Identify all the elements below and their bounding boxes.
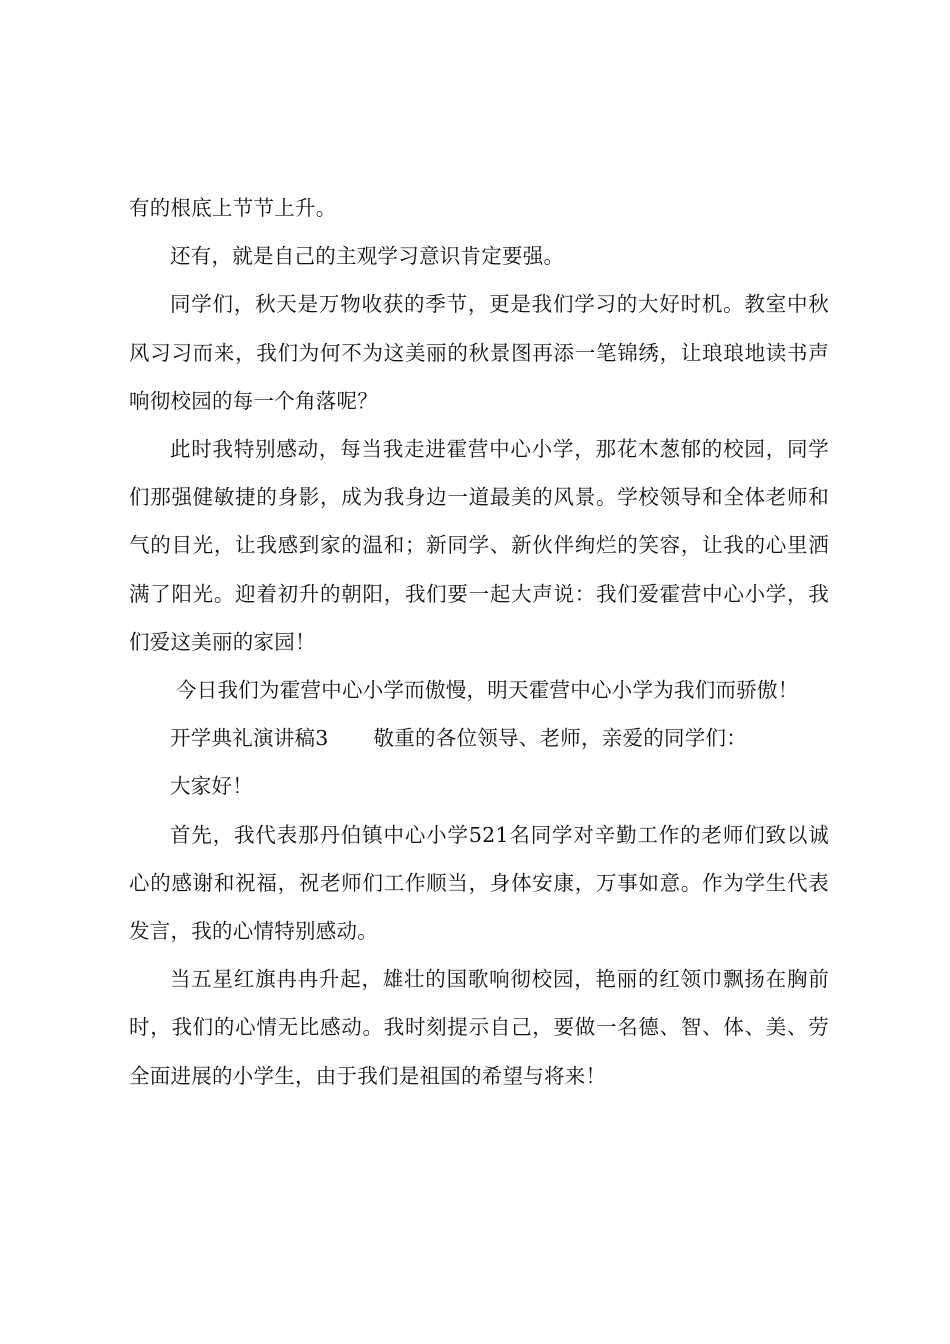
speech-heading-line (129, 714, 829, 762)
paragraph-continuation: 有的根底上节节上升。 (129, 196, 337, 220)
paragraph-proud: 今日我们为霍营中心小学而傲慢，明天霍营中心小学为我们而骄傲！ (176, 678, 799, 703)
paragraph-flag: 当五星红旗冉冉升起，雄壮的国歌响彻校园，艳丽的红领巾飘扬在胸前时，我们的心情无比感动。我时刻提示自己，要做一名德、智、体、美、劳全面进展的小学生，由于我们是祖国的希望与将来！ (129, 967, 829, 1088)
paragraph-autumn: 同学们，秋天是万物收获的季节，更是我们学习的大好时机。教室中秋风习习而来，我们为何不为这美丽的秋景图再添一笔锦绣，让琅琅地读书声响彻校园的每一个角落呢？ (129, 292, 829, 413)
paragraph-moved: 此时我特别感动，每当我走进霍营中心小学，那花木葱郁的校园，同学们那强健敏捷的身影，成为我身边一道最美的风景。学校领导和全体老师和气的目光，让我感到家的温和；新同学、新伙伴绚烂的笑容，让我的心里洒满了阳光。迎着初升的朝阳，我们要一起大声说：我们爱霍营中心小学，我们爱这美丽的家园！ (129, 437, 829, 654)
paragraph-hello: 大家好！ (170, 774, 253, 799)
paragraph-study-awareness: 还有，就是自己的主观学习意识肯定要强。 (170, 244, 565, 269)
paragraph-thanks: 首先，我代表那丹伯镇中心小学521名同学对辛勤工作的老师们致以诚心的感谢和祝福，祝老师们工作顺当，身体安康，万事如意。作为学生代表发言，我的心情特别感动。 (129, 822, 829, 944)
speech-title: 开学典礼演讲稿3 (170, 726, 329, 751)
document-body (129, 184, 829, 1100)
speech-greeting: 敬重的各位领导、老师，亲爱的同学们： (373, 726, 748, 751)
